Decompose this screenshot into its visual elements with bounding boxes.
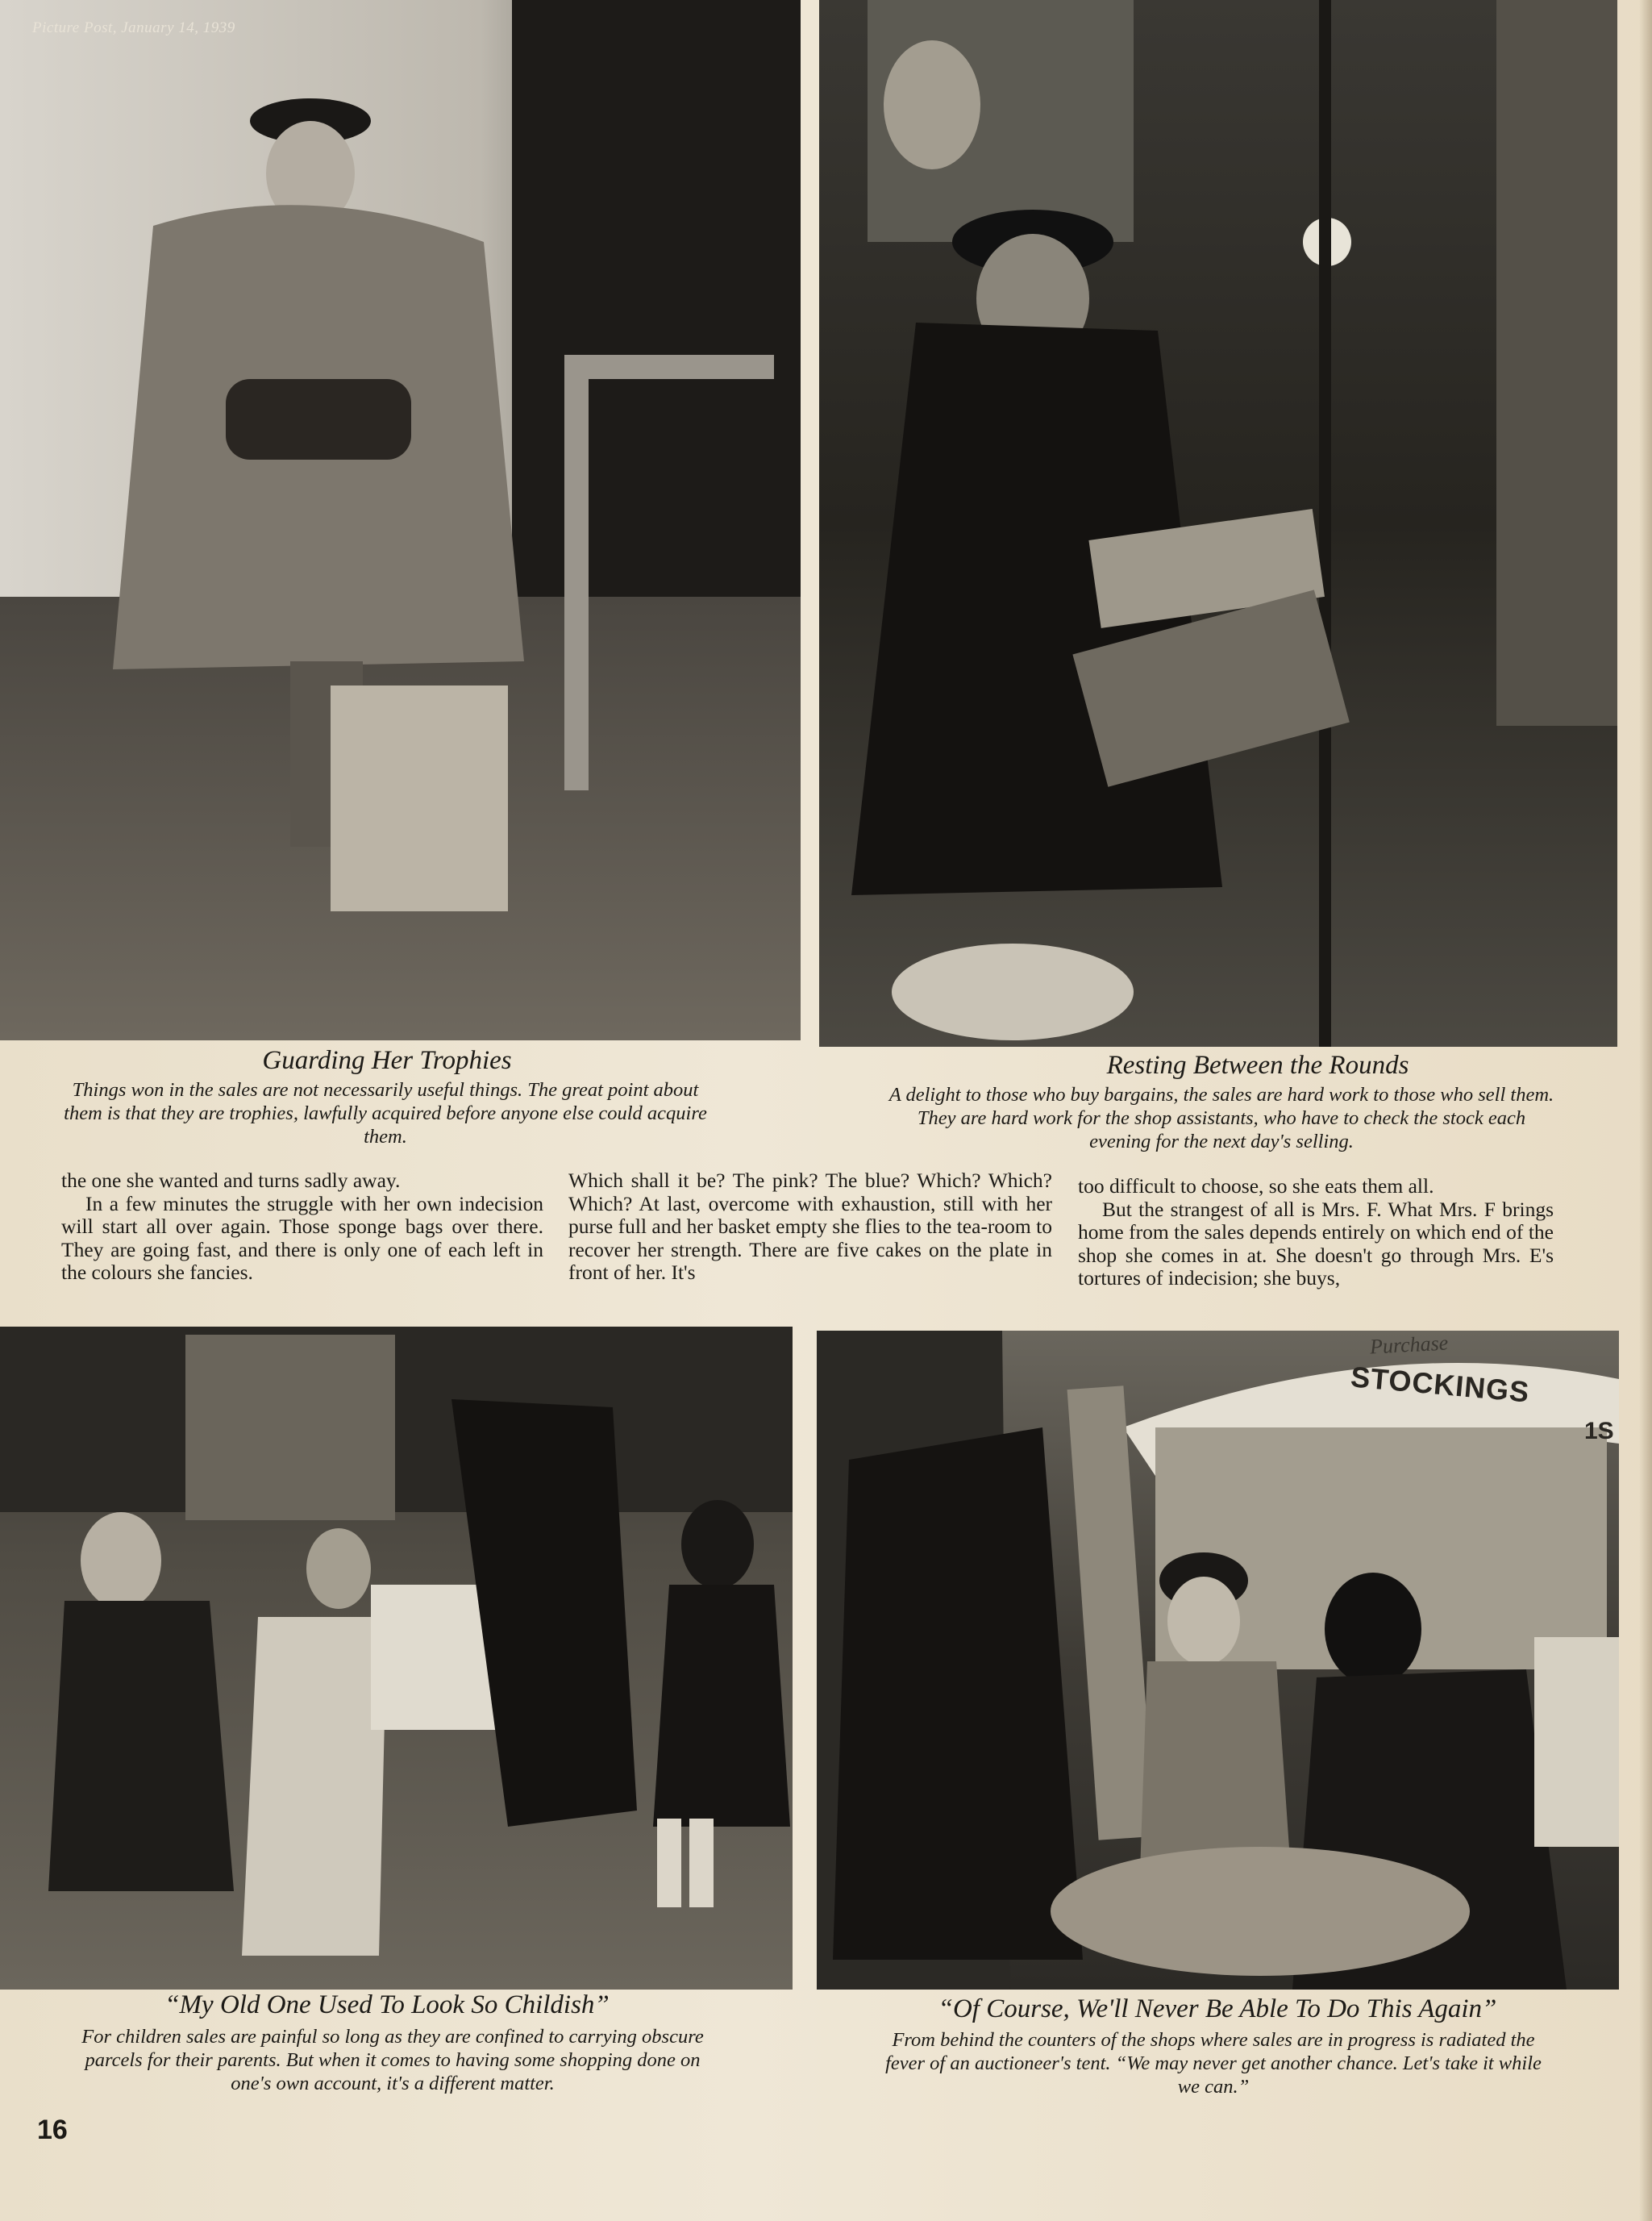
caption-text-1: Things won in the sales are not necessarily useful things. The great point about them is that they are trophies, lawfully acquired before anyone else could acquire them.: [64, 1079, 707, 1148]
caption-title-2: Resting Between the Rounds: [1106, 1051, 1409, 1080]
body-paragraph: But the strangest of all is Mrs. F. What Mrs. F brings home from the sales depends entirely on which end of the shop she comes in at. She doesn't go through Mrs. E's tortures of indecision; she buys,: [1078, 1197, 1554, 1290]
caption-text-4: From behind the counters of the shops where sales are in progress is radiated the fever of an auctioneer's tent. “We may never get another chance. Let's take it while we can.”: [885, 2029, 1542, 2098]
body-column-2: [568, 1169, 1052, 1285]
photo-resting-between-rounds: [819, 0, 1617, 1047]
body-column-1: [61, 1169, 543, 1285]
photo-my-old-one-childish: [0, 1327, 793, 1990]
caption-title-4: “Of Course, We'll Never Be Able To Do This Again”: [938, 1994, 1497, 2023]
page-edge: [1639, 0, 1652, 2221]
body-paragraph: In a few minutes the struggle with her own indecision will start all over again. Those sponge bags over there. They are going fast, and there is only one of each left in the colours she fancies.: [61, 1191, 543, 1284]
sign-purchase: Purchase: [1369, 1331, 1449, 1359]
sign-stockings: STOCKINGS: [1349, 1360, 1531, 1409]
caption-title-1: Guarding Her Trophies: [262, 1046, 512, 1075]
body-paragraph: Which shall it be? The pink? The blue? Which? Which? Which? At last, overcome with exhaustion, still with her purse full and her basket empty she flies to the tea-room to recover her strength. There are five cakes on the plate in front of her. It's: [568, 1169, 1052, 1284]
photo-guarding-her-trophies: [0, 0, 801, 1040]
body-paragraph: the one she wanted and turns sadly away.: [61, 1169, 401, 1192]
body-paragraph: too difficult to choose, so she eats them all.: [1078, 1174, 1434, 1198]
photo-never-able-again: [817, 1331, 1619, 1990]
caption-text-2: A delight to those who buy bargains, the sales are hard work to those who sell them. They are hard work for the shop assistants, who have to check the stock each evening for the next day's selling.: [888, 1084, 1554, 1152]
page-number: 16: [37, 2115, 68, 2145]
sign-price: 1S: [1584, 1418, 1614, 1444]
caption-title-3: “My Old One Used To Look So Childish”: [164, 1990, 610, 2019]
caption-text-3: For children sales are painful so long as they are confined to carrying obscure parcels for their parents. But when it comes to having some shopping done on one's own account, it's a different matter.: [81, 2026, 704, 2094]
folio-line: Picture Post, January 14, 1939: [32, 19, 235, 36]
body-column-3: [1078, 1175, 1554, 1290]
